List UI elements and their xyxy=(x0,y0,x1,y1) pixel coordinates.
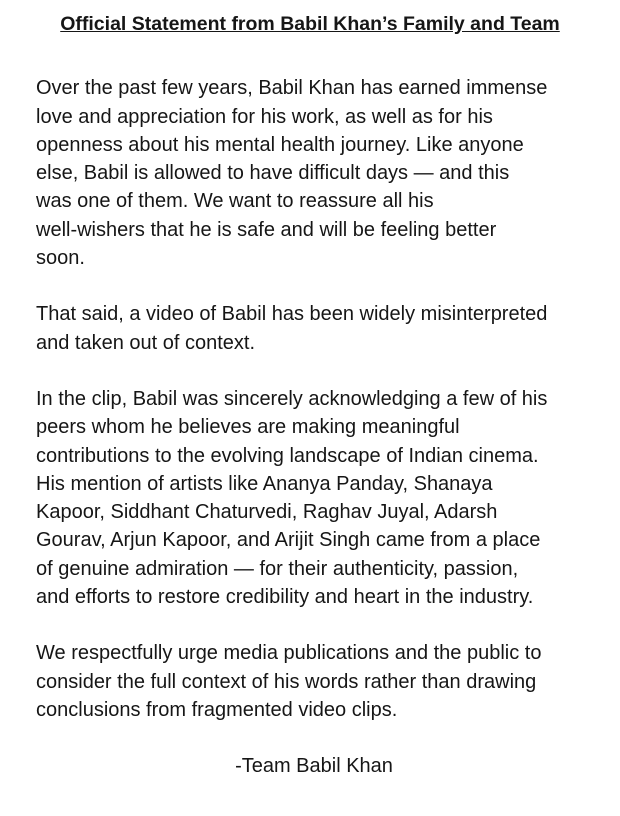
text-line: In the clip, Babil was sincerely acknowledging a few of his xyxy=(36,387,548,410)
text-line: Over the past few years, Babil Khan has earned immense xyxy=(36,77,548,100)
statement-paragraph-1 xyxy=(36,74,592,272)
text-line: peers whom he believes are making meaningful xyxy=(36,416,460,439)
text-line: Kapoor, Siddhant Chaturvedi, Raghav Juyal, Adarsh xyxy=(36,501,498,524)
text-line: well-wishers that he is safe and will be feeling better xyxy=(36,218,497,241)
statement-paragraph-3 xyxy=(36,385,592,611)
text-line: That said, a video of Babil has been widely misinterpreted xyxy=(36,303,548,326)
text-line: contributions to the evolving landscape of Indian cinema. xyxy=(36,444,539,467)
text-line: was one of them. We want to reassure all his xyxy=(36,190,434,213)
text-line: Gourav, Arjun Kapoor, and Arijit Singh came from a place xyxy=(36,529,541,552)
text-line: else, Babil is allowed to have difficult days — and this xyxy=(36,162,510,185)
text-line: and efforts to restore credibility and heart in the industry. xyxy=(36,586,534,609)
text-line: We respectfully urge media publications and the public to xyxy=(36,642,542,665)
text-line: love and appreciation for his work, as well as for his xyxy=(36,105,493,128)
statement-paragraph-4 xyxy=(36,639,592,724)
text-line: openness about his mental health journey. Like anyone xyxy=(36,133,524,156)
statement-signature: -Team Babil Khan xyxy=(235,755,393,778)
text-line: His mention of artists like Ananya Panday, Shanaya xyxy=(36,472,493,495)
statement-title: Official Statement from Babil Khan’s Family and Team xyxy=(60,13,560,35)
text-line: and taken out of context. xyxy=(36,331,256,354)
text-line: soon. xyxy=(36,247,85,270)
text-line: conclusions from fragmented video clips. xyxy=(36,698,398,721)
text-line: of genuine admiration — for their authenticity, passion, xyxy=(36,557,519,580)
text-line: consider the full context of his words rather than drawing xyxy=(36,670,537,693)
statement-paragraph-2 xyxy=(36,300,592,357)
